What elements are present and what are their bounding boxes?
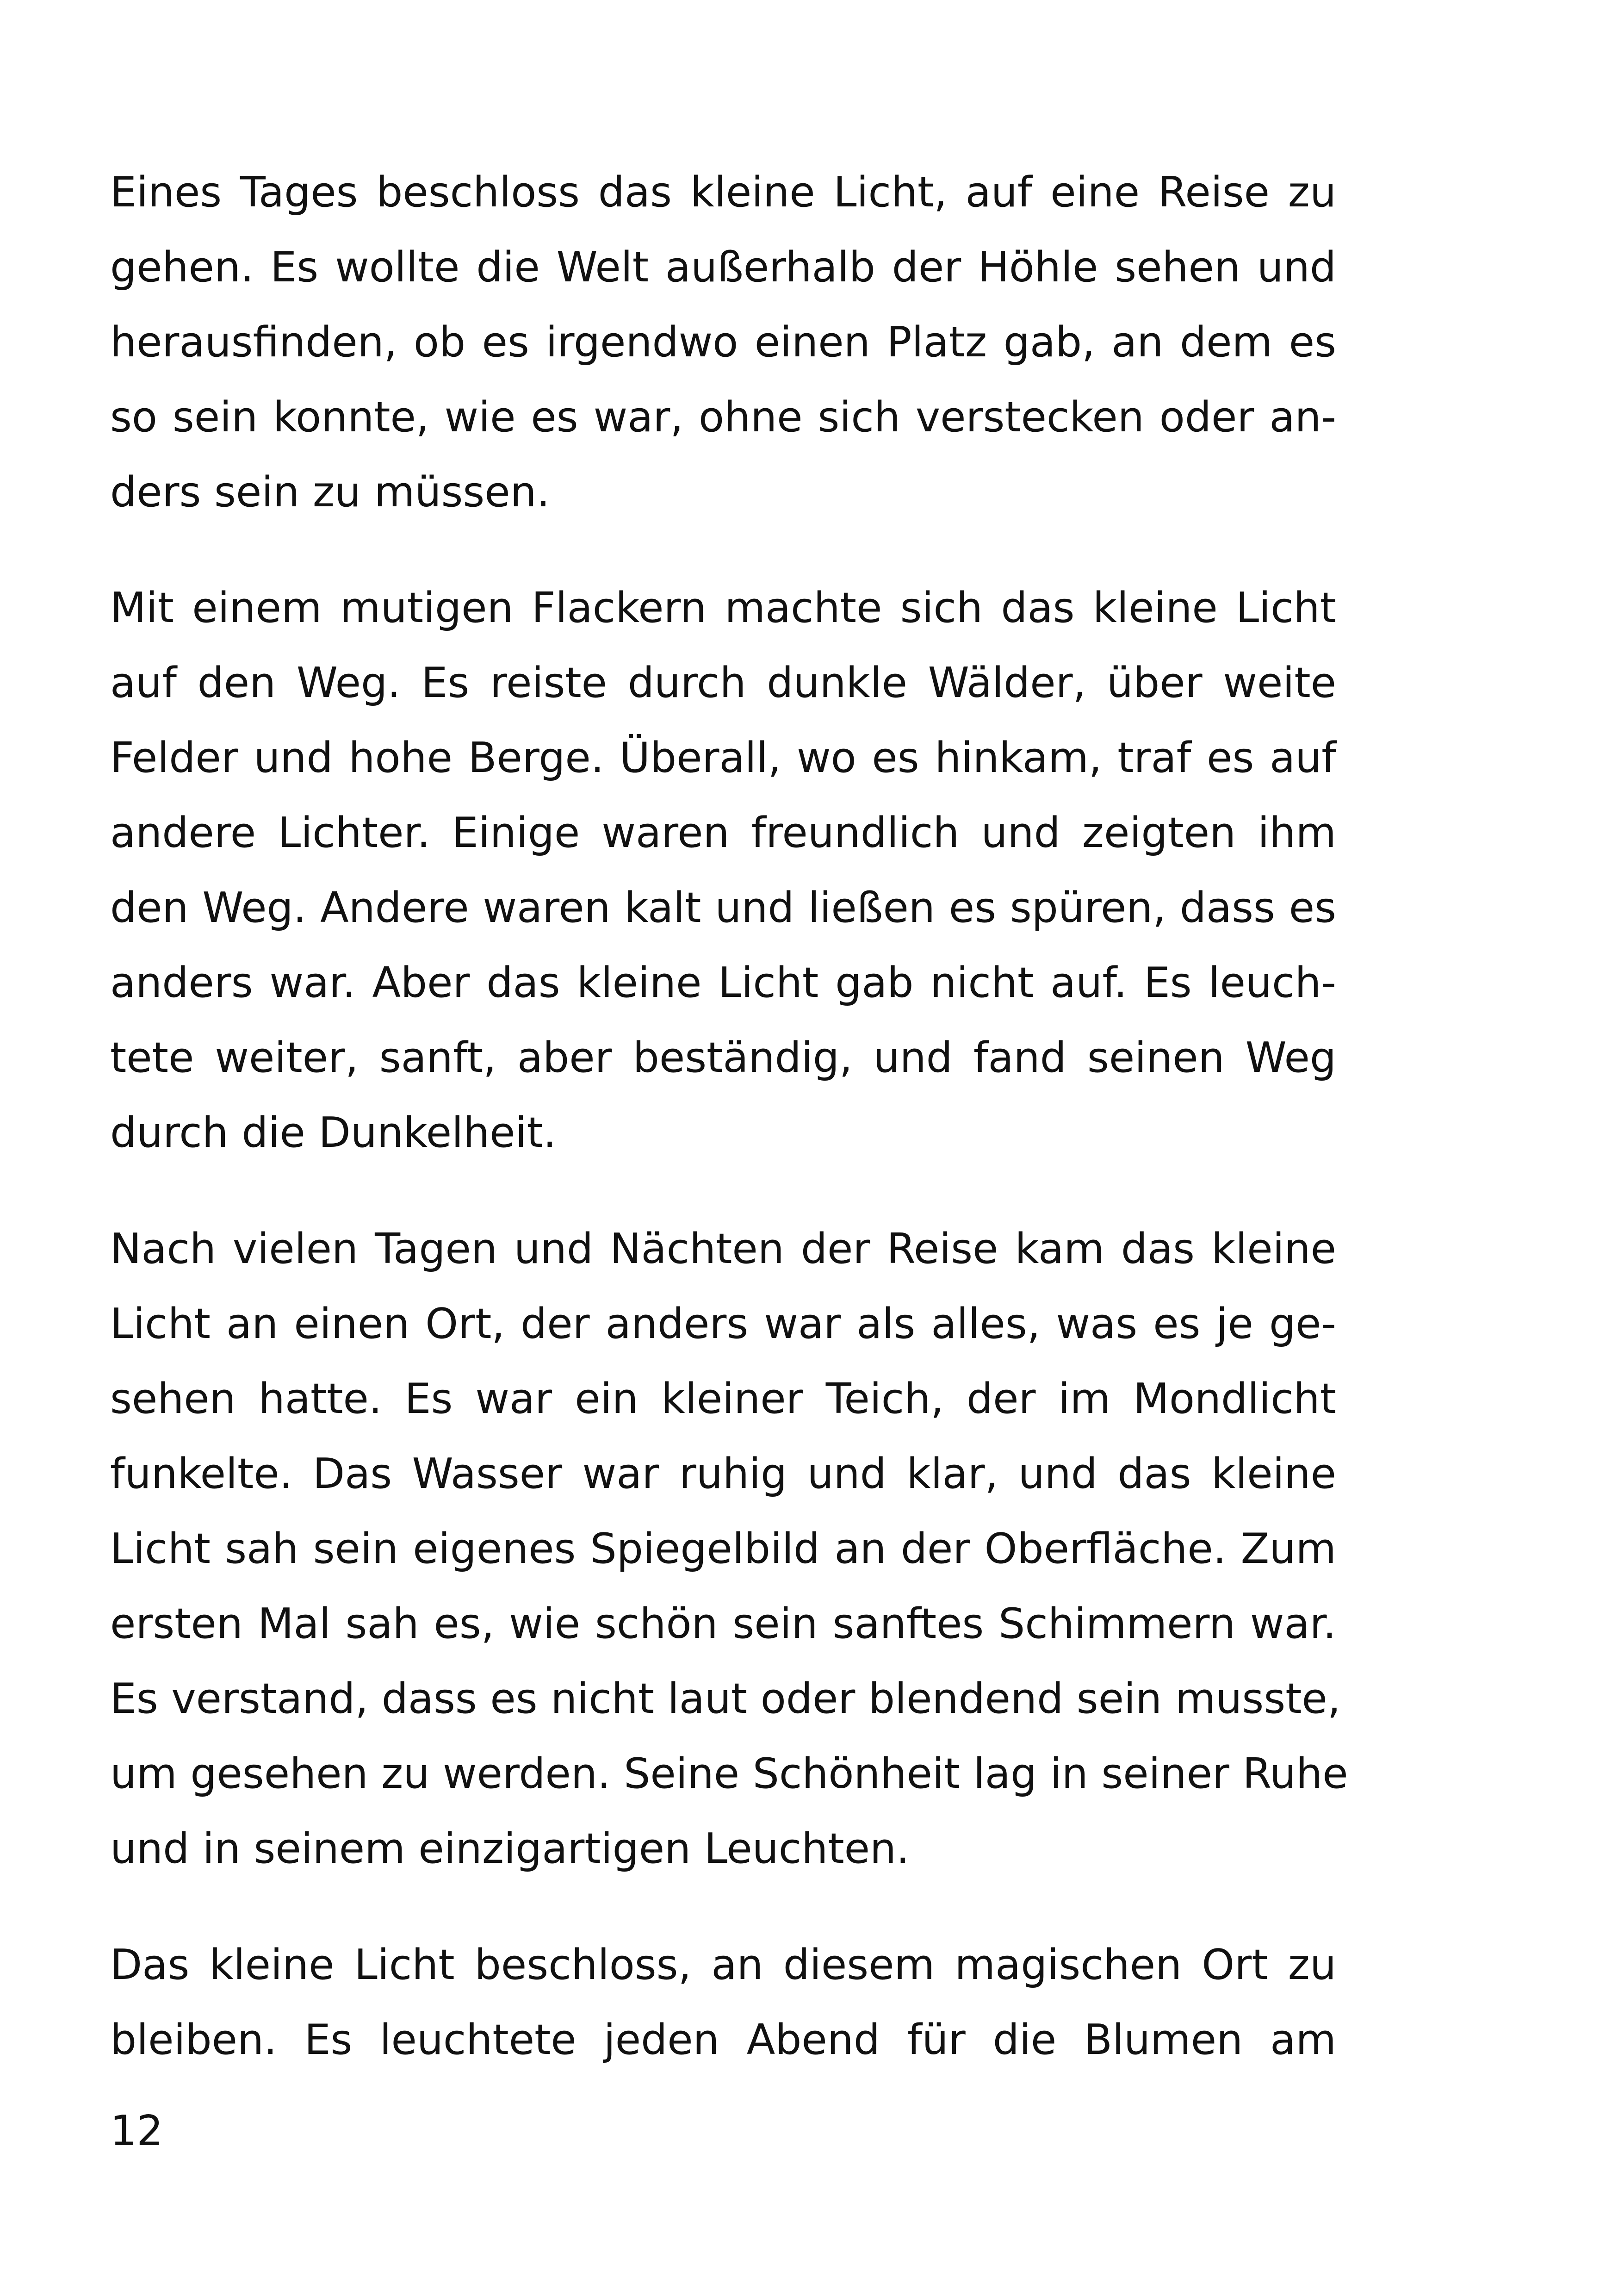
text-line: Licht sah sein eigenes Spiegelbild an der Oberfläche. Zum [110,1524,1336,1573]
text-line: auf den Weg. Es reiste durch dunkle Wälder, über weite [110,659,1336,707]
text-line: anders war. Aber das kleine Licht gab nicht auf. Es leuch- [110,958,1336,1007]
text-line: Nach vielen Tagen und Nächten der Reise kam das kleine [110,1225,1336,1273]
text-line: Licht an einen Ort, der anders war als alles, was es je ge- [110,1300,1336,1348]
text-line: ders sein zu müssen. [110,468,550,516]
text-line: den Weg. Andere waren kalt und ließen es spüren, dass es [110,884,1336,932]
page-number: 12 [110,2107,163,2155]
text-line: tete weiter, sanft, aber beständig, und fand seinen Weg [110,1033,1336,1082]
paragraph-2 [110,571,1336,1170]
paragraph-1 [110,155,1336,530]
text-line: Das kleine Licht beschloss, an diesem magischen Ort zu [110,1941,1336,1989]
text-line: andere Lichter. Einige waren freundlich und zeigten ihm [110,809,1336,857]
text-line: Es verstand, dass es nicht laut oder blendend sein musste, [110,1674,1341,1723]
text-line: sehen hatte. Es war ein kleiner Teich, der im Mondlicht [110,1375,1336,1423]
text-line: gehen. Es wollte die Welt außerhalb der Höhle sehen und [110,243,1336,292]
text-line: ersten Mal sah es, wie schön sein sanftes Schimmern war. [110,1599,1336,1648]
text-line: Felder und hohe Berge. Überall, wo es hinkam, traf es auf [110,734,1336,782]
text-line: durch die Dunkelheit. [110,1108,557,1157]
text-line: Mit einem mutigen Flackern machte sich das kleine Licht [110,584,1336,632]
text-line: und in seinem einzigartigen Leuchten. [110,1824,910,1873]
text-line: Eines Tages beschloss das kleine Licht, auf eine Reise zu [110,168,1336,217]
paragraph-3 [110,1212,1348,1886]
text-line: funkelte. Das Wasser war ruhig und klar, und das kleine [110,1450,1336,1498]
text-line: so sein konnte, wie es war, ohne sich verstecken oder an- [110,393,1336,442]
text-line: bleiben. Es leuchtete jeden Abend für die Blumen am [110,2016,1336,2064]
text-line: um gesehen zu werden. Seine Schönheit lag in seiner Ruhe [110,1749,1348,1798]
paragraph-4 [110,1928,1336,2078]
text-line: herausfinden, ob es irgendwo einen Platz gab, an dem es [110,318,1336,367]
